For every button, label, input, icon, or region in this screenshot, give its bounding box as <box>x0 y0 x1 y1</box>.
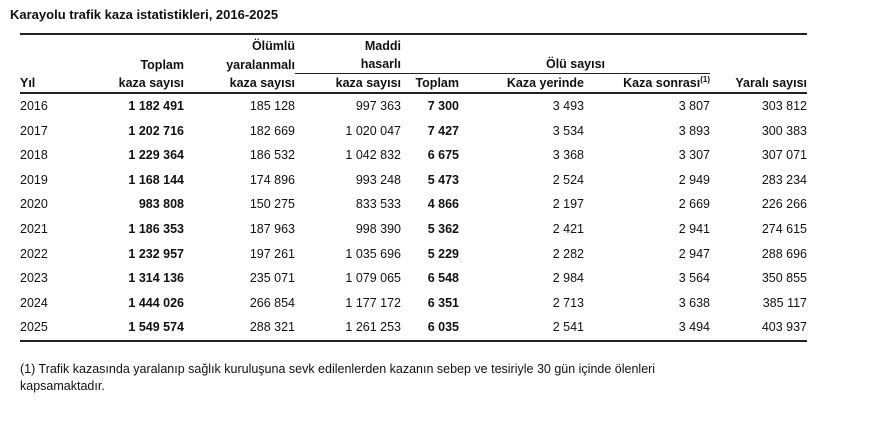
header-deaths-after-footnote-ref: (1) <box>700 74 710 84</box>
cell-deaths-scene: 2 524 <box>552 172 584 187</box>
cell-injured: 283 234 <box>761 172 807 187</box>
cell-injured: 403 937 <box>710 315 807 341</box>
cell-injury-accidents: 182 669 <box>249 123 295 138</box>
cell-total-accidents: 983 808 <box>138 197 184 212</box>
header-deaths-scene: Kaza yerinde <box>459 74 584 94</box>
cell-injury-accidents: 187 963 <box>249 221 295 236</box>
cell-deaths-scene: 2 984 <box>552 271 584 286</box>
table-title: Karayolu trafik kaza istatistikleri, 2016-2025 <box>10 7 279 22</box>
header-deaths-group-label: Ölü sayısı <box>545 57 606 71</box>
cell-injury-accidents: 186 532 <box>249 148 295 163</box>
header-deaths-group <box>401 55 710 74</box>
cell-deaths-total: 7 300 <box>427 99 459 113</box>
table-row <box>20 93 807 119</box>
cell-deaths-total: 6 675 <box>427 148 459 163</box>
cell-damage-accidents: 1 261 253 <box>295 315 401 341</box>
cell-deaths-scene: 3 493 <box>552 99 584 113</box>
cell-deaths-after: 3 564 <box>678 271 710 286</box>
table-row <box>20 291 807 316</box>
cell-deaths-after: 3 638 <box>678 295 710 310</box>
cell-total-accidents: 1 202 716 <box>128 123 184 138</box>
cell-deaths-scene: 2 282 <box>552 246 584 261</box>
table-row <box>20 143 807 168</box>
cell-year: 2020 <box>20 197 48 212</box>
cell-damage-accidents: 1 042 832 <box>345 148 401 163</box>
header-deaths-total: Toplam <box>401 74 459 94</box>
cell-injured: 307 071 <box>761 148 807 163</box>
cell-total-accidents: 1 444 026 <box>128 295 184 310</box>
table-row <box>20 168 807 193</box>
header-year: Yıl <box>20 74 70 94</box>
cell-year: 2018 <box>20 148 48 163</box>
cell-deaths-total: 4 866 <box>427 197 459 212</box>
table-body <box>20 93 807 341</box>
cell-total-accidents: 1 229 364 <box>128 148 184 163</box>
header-row-1 <box>20 34 807 55</box>
footnote-line-1: (1) Trafik kazasında yaralanıp sağlık kuruluşuna sevk edilenlerden kazanın sebep ve tesiriyle 30 gün içinde ölenleri <box>20 362 656 376</box>
statistics-table-container <box>20 33 807 342</box>
cell-injury-accidents: 266 854 <box>249 295 295 310</box>
cell-damage-accidents: 1 035 696 <box>345 246 401 261</box>
cell-damage-accidents: 1 177 172 <box>345 295 401 310</box>
cell-injury-accidents: 288 321 <box>184 315 295 341</box>
header-total-line1: Toplam <box>140 57 184 72</box>
cell-injured: 226 266 <box>761 197 807 212</box>
cell-deaths-after: 2 669 <box>678 197 710 212</box>
cell-total-accidents: 1 182 491 <box>128 99 184 113</box>
cell-damage-accidents: 998 390 <box>355 221 401 236</box>
statistics-table <box>20 33 807 342</box>
cell-year: 2021 <box>20 221 48 236</box>
cell-damage-accidents: 997 363 <box>355 99 401 113</box>
cell-injury-accidents: 185 128 <box>249 99 295 113</box>
cell-deaths-after: 3 307 <box>678 148 710 163</box>
cell-damage-accidents: 993 248 <box>355 172 401 187</box>
table-row <box>20 266 807 291</box>
cell-year: 2025 <box>20 315 70 341</box>
cell-injury-accidents: 150 275 <box>249 197 295 212</box>
cell-injured: 274 615 <box>761 221 807 236</box>
cell-year: 2019 <box>20 172 48 187</box>
cell-damage-accidents: 833 533 <box>355 197 401 212</box>
cell-year: 2023 <box>20 271 48 286</box>
cell-deaths-after: 2 947 <box>678 246 710 261</box>
header-injury-line3: kaza sayısı <box>184 74 295 94</box>
header-damage-line3: kaza sayısı <box>295 74 401 94</box>
cell-damage-accidents: 1 079 065 <box>345 271 401 286</box>
header-deaths-after-label: Kaza sonrası <box>623 76 701 90</box>
cell-deaths-after: 3 494 <box>584 315 710 341</box>
table-row <box>20 315 807 341</box>
cell-injury-accidents: 235 071 <box>249 271 295 286</box>
table-row <box>20 192 807 217</box>
cell-injury-accidents: 197 261 <box>249 246 295 261</box>
cell-injured: 303 812 <box>761 99 807 113</box>
cell-deaths-scene: 2 197 <box>552 197 584 212</box>
table-header <box>20 34 807 93</box>
table-row <box>20 119 807 144</box>
header-deaths-after <box>584 74 710 94</box>
cell-injured: 300 383 <box>761 123 807 138</box>
cell-deaths-scene: 3 368 <box>552 148 584 163</box>
cell-deaths-after: 2 949 <box>678 172 710 187</box>
cell-deaths-scene: 2 541 <box>459 315 584 341</box>
cell-total-accidents: 1 232 957 <box>128 246 184 261</box>
cell-year: 2022 <box>20 246 48 261</box>
cell-injured: 288 696 <box>761 246 807 261</box>
header-damage-line1: Maddi <box>364 39 401 53</box>
cell-deaths-total: 6 351 <box>427 295 459 310</box>
cell-deaths-total: 6 548 <box>427 271 459 286</box>
cell-damage-accidents: 1 020 047 <box>345 123 401 138</box>
table-row <box>20 242 807 267</box>
cell-deaths-after: 3 893 <box>678 123 710 138</box>
header-row-2 <box>20 55 807 74</box>
header-damage-line2: hasarlı <box>295 55 401 74</box>
footnote-line-2: kapsamaktadır. <box>20 379 105 393</box>
header-row-3 <box>20 74 807 94</box>
header-injury-line2: yaralanmalı <box>226 57 295 72</box>
cell-deaths-scene: 2 421 <box>552 221 584 236</box>
header-injured: Yaralı sayısı <box>710 74 807 94</box>
cell-injury-accidents: 174 896 <box>249 172 295 187</box>
cell-injured: 350 855 <box>761 271 807 286</box>
cell-deaths-total: 5 229 <box>427 246 459 261</box>
cell-total-accidents: 1 186 353 <box>128 221 184 236</box>
cell-deaths-scene: 3 534 <box>552 123 584 138</box>
footnote <box>20 361 800 395</box>
cell-deaths-total: 5 473 <box>427 172 459 187</box>
cell-total-accidents: 1 314 136 <box>128 271 184 286</box>
header-injury-line1: Ölümlü <box>251 39 295 53</box>
cell-deaths-after: 2 941 <box>678 221 710 236</box>
cell-total-accidents: 1 549 574 <box>70 315 184 341</box>
cell-year: 2016 <box>20 99 48 113</box>
cell-injured: 385 117 <box>762 295 807 310</box>
cell-year: 2017 <box>20 123 48 138</box>
cell-deaths-total: 5 362 <box>427 221 459 236</box>
header-total-line2: kaza sayısı <box>70 74 184 94</box>
cell-deaths-after: 3 807 <box>678 99 710 113</box>
cell-total-accidents: 1 168 144 <box>128 172 184 187</box>
table-row <box>20 217 807 242</box>
cell-deaths-scene: 2 713 <box>552 295 584 310</box>
cell-deaths-total: 7 427 <box>427 123 459 138</box>
cell-deaths-total: 6 035 <box>401 315 459 341</box>
cell-year: 2024 <box>20 295 48 310</box>
